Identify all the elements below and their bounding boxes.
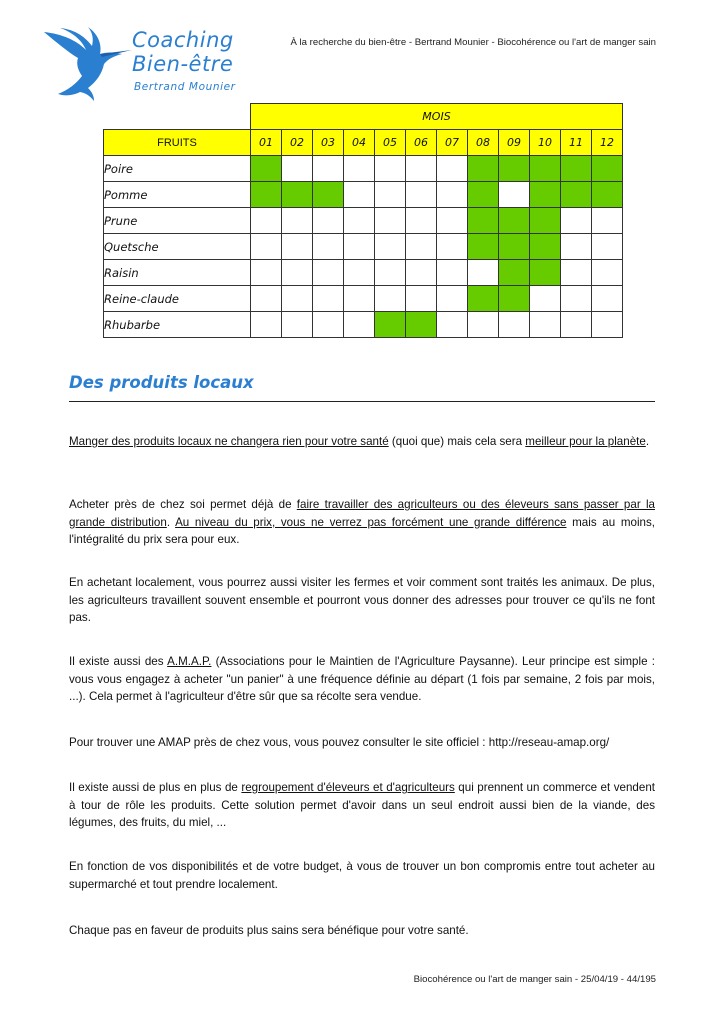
month-header-10: 10: [530, 130, 561, 156]
mois-header: MOIS: [251, 104, 623, 130]
logo-title-line2: Bien-être: [132, 52, 234, 76]
season-cell-off: [437, 286, 468, 312]
p2-underline-d: Au niveau du prix, vous ne verrez pas forcément une grande différence: [175, 515, 567, 529]
season-cell-off: [344, 208, 375, 234]
season-cell-off: [375, 260, 406, 286]
season-cell-on: [251, 156, 282, 182]
fruits-header: FRUITS: [104, 130, 251, 156]
table-row: [104, 182, 623, 208]
mois-header-row: [104, 104, 623, 130]
season-cell-off: [282, 156, 313, 182]
season-cell-on: [499, 208, 530, 234]
season-cell-off: [375, 234, 406, 260]
season-cell-on: [561, 156, 592, 182]
p6-text-c: qui prennent un commerce et vendent à tour de rôle les produits. Cette solution permet d'avoir dans un seul endroit aussi bien de la viande, des légumes, des fruits, du miel, ...: [69, 781, 655, 829]
paragraph-1: [69, 433, 655, 451]
season-cell-on: [499, 156, 530, 182]
season-cell-off: [313, 234, 344, 260]
season-cell-off: [468, 312, 499, 338]
season-cell-off: [406, 234, 437, 260]
season-cell-off: [592, 260, 623, 286]
fruit-name: Prune: [104, 208, 251, 234]
season-cell-on: [530, 234, 561, 260]
p2-text-c: .: [166, 515, 176, 529]
season-cell-off: [313, 156, 344, 182]
season-cell-off: [406, 208, 437, 234]
month-header-11: 11: [561, 130, 592, 156]
season-cell-off: [530, 286, 561, 312]
paragraph-5: Pour trouver une AMAP près de chez vous, vous pouvez consulter le site officiel : http://reseau-amap.org/: [69, 736, 610, 749]
season-cell-off: [406, 156, 437, 182]
season-cell-off: [437, 208, 468, 234]
season-cell-off: [282, 234, 313, 260]
table-row: [104, 260, 623, 286]
fruit-name: Poire: [104, 156, 251, 182]
season-cell-off: [282, 208, 313, 234]
season-cell-on: [468, 208, 499, 234]
season-cell-off: [344, 156, 375, 182]
season-cell-off: [251, 286, 282, 312]
month-header-06: 06: [406, 130, 437, 156]
season-cell-on: [530, 182, 561, 208]
month-header-09: 09: [499, 130, 530, 156]
season-cell-off: [344, 286, 375, 312]
p1-text-d: .: [645, 435, 650, 448]
table-corner: [104, 104, 251, 130]
season-cell-off: [282, 286, 313, 312]
season-cell-on: [499, 260, 530, 286]
paragraph-2: [69, 496, 655, 549]
paragraph-3: En achetant localement, vous pourrez aussi visiter les fermes et voir comment sont traités les animaux. De plus, les agriculteurs travaillent souvent ensemble et pourront vous donner des adresses pour trouver ce qu'ils ne font pas.: [69, 576, 655, 624]
section-divider: [69, 401, 655, 402]
p4-text-c: (Associations pour le Maintien de l'Agriculture Paysanne). Leur principe est simple : vous vous engagez à acheter "un panier" à une fréquence définie au départ (1 fois par semaine, 2 fois par mois, ...). Cela permet à l'agriculteur d'être sûr que sa récolte sera vendue.: [69, 655, 655, 703]
season-cell-off: [406, 182, 437, 208]
season-cell-off: [375, 208, 406, 234]
season-cell-on: [592, 156, 623, 182]
season-cell-on: [468, 286, 499, 312]
season-cell-off: [437, 312, 468, 338]
paragraph-7: En fonction de vos disponibilités et de votre budget, à vous de trouver un bon compromis entre tout acheter au supermarché et tout prendre localement.: [69, 860, 655, 891]
season-cell-off: [375, 286, 406, 312]
season-cell-off: [437, 260, 468, 286]
season-cell-off: [344, 260, 375, 286]
season-cell-off: [251, 208, 282, 234]
season-cell-off: [251, 234, 282, 260]
p1-underline-c: meilleur pour la planète: [525, 435, 646, 448]
amap-underline: A.M.A.P.: [167, 655, 212, 668]
month-header-01: 01: [251, 130, 282, 156]
season-cell-off: [406, 286, 437, 312]
season-cell-off: [561, 312, 592, 338]
section-title: Des produits locaux: [69, 373, 254, 392]
fruit-name: Quetsche: [104, 234, 251, 260]
p6-text-a: Il existe aussi de plus en plus de: [69, 781, 242, 794]
fruit-season-table: [103, 103, 623, 338]
season-cell-off: [437, 156, 468, 182]
season-cell-on: [251, 182, 282, 208]
season-cell-off: [282, 260, 313, 286]
page-footer: Biocohérence ou l'art de manger sain - 25/04/19 - 44/195: [413, 974, 656, 985]
season-cell-off: [313, 208, 344, 234]
season-cell-off: [592, 234, 623, 260]
fruit-name: Pomme: [104, 182, 251, 208]
month-header-row: [104, 130, 623, 156]
season-cell-on: [530, 208, 561, 234]
season-cell-on: [468, 156, 499, 182]
season-cell-on: [499, 234, 530, 260]
season-cell-on: [468, 182, 499, 208]
month-header-05: 05: [375, 130, 406, 156]
season-cell-on: [530, 260, 561, 286]
season-cell-off: [499, 182, 530, 208]
season-cell-off: [592, 286, 623, 312]
p4-text-a: Il existe aussi des: [69, 655, 168, 668]
month-header-08: 08: [468, 130, 499, 156]
season-cell-off: [251, 312, 282, 338]
season-cell-off: [437, 182, 468, 208]
season-cell-off: [592, 208, 623, 234]
season-cell-off: [313, 312, 344, 338]
p6-underline-b: regroupement d'éleveurs et d'agriculteurs: [241, 781, 455, 794]
season-cell-on: [282, 182, 313, 208]
table-row: [104, 234, 623, 260]
logo-author: Bertrand Mounier: [134, 81, 236, 93]
season-cell-off: [282, 312, 313, 338]
season-cell-off: [499, 312, 530, 338]
season-cell-off: [406, 260, 437, 286]
season-cell-on: [406, 312, 437, 338]
season-cell-off: [375, 156, 406, 182]
table-row: [104, 156, 623, 182]
running-head: À la recherche du bien-être - Bertrand Mounier - Biocohérence ou l'art de manger sain: [290, 37, 656, 48]
season-cell-off: [561, 234, 592, 260]
season-cell-off: [561, 260, 592, 286]
month-header-12: 12: [592, 130, 623, 156]
table-row: [104, 286, 623, 312]
season-cell-on: [313, 182, 344, 208]
fruit-name: Raisin: [104, 260, 251, 286]
table-row: [104, 208, 623, 234]
season-cell-off: [561, 208, 592, 234]
p2-underline-b: faire travailler des agriculteurs ou des éleveurs sans passer par la grande distribution: [69, 498, 655, 529]
paragraph-8: Chaque pas en faveur de produits plus sains sera bénéfique pour votre santé.: [69, 924, 469, 937]
season-cell-on: [530, 156, 561, 182]
season-cell-off: [375, 182, 406, 208]
season-cell-off: [468, 260, 499, 286]
p1-text-b: (quoi que) mais cela sera: [388, 435, 526, 448]
hummingbird-icon: [42, 26, 134, 102]
season-cell-off: [313, 286, 344, 312]
month-header-03: 03: [313, 130, 344, 156]
season-cell-on: [499, 286, 530, 312]
month-header-04: 04: [344, 130, 375, 156]
season-cell-on: [375, 312, 406, 338]
season-cell-off: [530, 312, 561, 338]
season-cell-off: [344, 182, 375, 208]
paragraph-6: [69, 779, 655, 832]
paragraph-4: [69, 653, 655, 706]
season-cell-off: [437, 234, 468, 260]
fruit-name: Reine-claude: [104, 286, 251, 312]
season-cell-off: [344, 312, 375, 338]
season-cell-on: [468, 234, 499, 260]
p2-text-a: Acheter près de chez soi permet déjà de: [69, 498, 297, 511]
season-cell-on: [592, 182, 623, 208]
fruit-name: Rhubarbe: [104, 312, 251, 338]
p2-text-e: mais au moins, l'intégralité du prix sera pour eux.: [69, 515, 655, 546]
table-row: [104, 312, 623, 338]
season-cell-off: [561, 286, 592, 312]
season-cell-off: [592, 312, 623, 338]
month-header-02: 02: [282, 130, 313, 156]
p1-underline-a: Manger des produits locaux ne changera rien pour votre santé: [69, 435, 389, 448]
month-header-07: 07: [437, 130, 468, 156]
season-cell-on: [561, 182, 592, 208]
season-cell-off: [344, 234, 375, 260]
logo: [42, 22, 242, 102]
season-cell-off: [251, 260, 282, 286]
season-cell-off: [313, 260, 344, 286]
logo-title-line1: Coaching: [132, 28, 234, 52]
